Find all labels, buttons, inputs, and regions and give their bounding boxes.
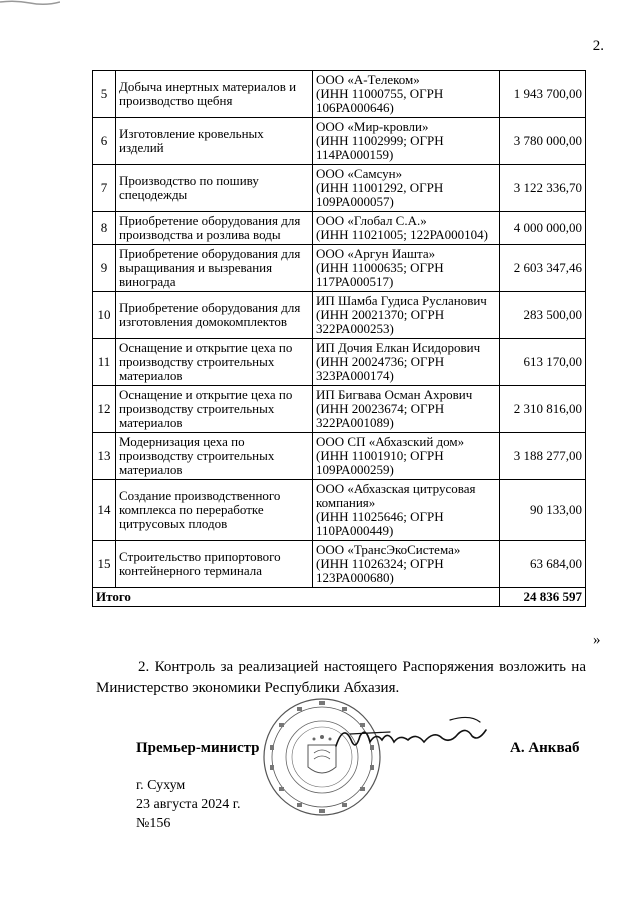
table-row: [93, 292, 586, 339]
project-purpose: Производство по пошиву спецодежды: [116, 165, 313, 212]
table-row: [93, 165, 586, 212]
recipient-name: ИП Бигвава Осман Ахрович: [316, 387, 473, 402]
table-body: [93, 71, 586, 607]
recipient-name: ИП Шамба Гудиса Русланович: [316, 293, 487, 308]
handwritten-signature-icon: [330, 712, 490, 760]
row-number: 10: [93, 292, 116, 339]
recipient-cell: [313, 71, 500, 118]
table-row: [93, 118, 586, 165]
grant-amount: 63 684,00: [500, 541, 586, 588]
table-row: [93, 386, 586, 433]
recipient-name: ООО «Мир-кровли»: [316, 119, 429, 134]
project-purpose: Приобретение оборудования для изготовления домокомплектов: [116, 292, 313, 339]
row-number: 12: [93, 386, 116, 433]
recipient-cell: [313, 339, 500, 386]
row-number: 13: [93, 433, 116, 480]
grant-amount: 3 122 336,70: [500, 165, 586, 212]
project-purpose: Оснащение и открытие цеха по производству строительных материалов: [116, 386, 313, 433]
closing-quote: »: [593, 632, 601, 648]
grant-amount: 4 000 000,00: [500, 212, 586, 245]
recipient-cell: [313, 433, 500, 480]
grant-amount: 2 310 816,00: [500, 386, 586, 433]
table-row: [93, 480, 586, 541]
recipient-registration: (ИНН 11001910; ОГРН 109РА000259): [316, 448, 444, 477]
recipient-cell: [313, 480, 500, 541]
recipient-registration: (ИНН 20021370; ОГРН 322РА000253): [316, 307, 445, 336]
page-number: 2.: [592, 38, 604, 54]
project-purpose: Изготовление кровельных изделий: [116, 118, 313, 165]
grant-amount: 2 603 347,46: [500, 245, 586, 292]
project-purpose: Приобретение оборудования для производства и розлива воды: [116, 212, 313, 245]
row-number: 14: [93, 480, 116, 541]
row-number: 6: [93, 118, 116, 165]
recipient-name: ООО «ТрансЭкоСистема»: [316, 542, 461, 557]
table-row: [93, 339, 586, 386]
project-purpose: Строительство припортового контейнерного терминала: [116, 541, 313, 588]
row-number: 15: [93, 541, 116, 588]
recipient-cell: [313, 245, 500, 292]
table-row: [93, 71, 586, 118]
row-number: 7: [93, 165, 116, 212]
recipient-cell: [313, 541, 500, 588]
paragraph-control: 2. Контроль за реализацией настоящего Распоряжения возложить на Министерство экономики Республики Абхазия.: [96, 659, 586, 696]
row-number: 8: [93, 212, 116, 245]
recipient-cell: [313, 165, 500, 212]
recipient-cell: [313, 118, 500, 165]
document-date: 23 августа 2024 г.: [136, 797, 241, 812]
recipient-name: ООО «Абхазская цитрусовая компания»: [316, 481, 476, 510]
row-number: 11: [93, 339, 116, 386]
grant-amount: 3 780 000,00: [500, 118, 586, 165]
total-label: Итого: [93, 588, 500, 607]
recipient-cell: [313, 386, 500, 433]
table-row: [93, 245, 586, 292]
project-purpose: Оснащение и открытие цеха по производству строительных материалов: [116, 339, 313, 386]
project-purpose: Создание производственного комплекса по переработке цитрусовых плодов: [116, 480, 313, 541]
grant-table: [92, 70, 586, 607]
recipient-cell: [313, 212, 500, 245]
grant-amount: 613 170,00: [500, 339, 586, 386]
signatory-title: Премьер-министр: [136, 740, 260, 756]
project-purpose: Приобретение оборудования для выращивания и вызревания винограда: [116, 245, 313, 292]
grant-amount: 1 943 700,00: [500, 71, 586, 118]
row-number: 9: [93, 245, 116, 292]
total-value: 24 836 597: [500, 588, 586, 607]
table-row: [93, 212, 586, 245]
recipient-registration: (ИНН 11000635; ОГРН 117РА000517): [316, 260, 444, 289]
recipient-registration: (ИНН 11026324; ОГРН 123РА000680): [316, 556, 444, 585]
grant-amount: 283 500,00: [500, 292, 586, 339]
recipient-name: ООО «Аргун Иашта»: [316, 246, 436, 261]
recipient-registration: (ИНН 20023674; ОГРН 322РА001089): [316, 401, 445, 430]
project-purpose: Добыча инертных материалов и производство щебня: [116, 71, 313, 118]
place: г. Сухум: [136, 778, 186, 793]
scan-corner-mark: [0, 0, 60, 8]
table-row: [93, 541, 586, 588]
recipient-registration: (ИНН 11000755, ОГРН 106РА000646): [316, 86, 444, 115]
recipient-name: ИП Дочия Елкан Исидорович: [316, 340, 481, 355]
recipient-registration: (ИНН 20024736; ОГРН 323РА000174): [316, 354, 445, 383]
table-row: [93, 433, 586, 480]
recipient-registration: (ИНН 11021005; 122РА000104): [316, 227, 488, 242]
grant-amount: 3 188 277,00: [500, 433, 586, 480]
recipient-registration: (ИНН 11025646; ОГРН 110РА000449): [316, 509, 444, 538]
recipient-registration: (ИНН 11001292, ОГРН 109РА000057): [316, 180, 444, 209]
recipient-name: ООО «Самсун»: [316, 166, 403, 181]
row-number: 5: [93, 71, 116, 118]
recipient-registration: (ИНН 11002999; ОГРН 114РА000159): [316, 133, 444, 162]
recipient-name: ООО СП «Абхазский дом»: [316, 434, 465, 449]
recipient-name: ООО «А-Телеком»: [316, 72, 420, 87]
recipient-name: ООО «Глобал С.А.»: [316, 213, 427, 228]
total-row: [93, 588, 586, 607]
document-number: №156: [136, 816, 171, 831]
grant-amount: 90 133,00: [500, 480, 586, 541]
recipient-cell: [313, 292, 500, 339]
project-purpose: Модернизация цеха по производству строительных материалов: [116, 433, 313, 480]
signatory-name: А. Анкваб: [510, 740, 580, 756]
